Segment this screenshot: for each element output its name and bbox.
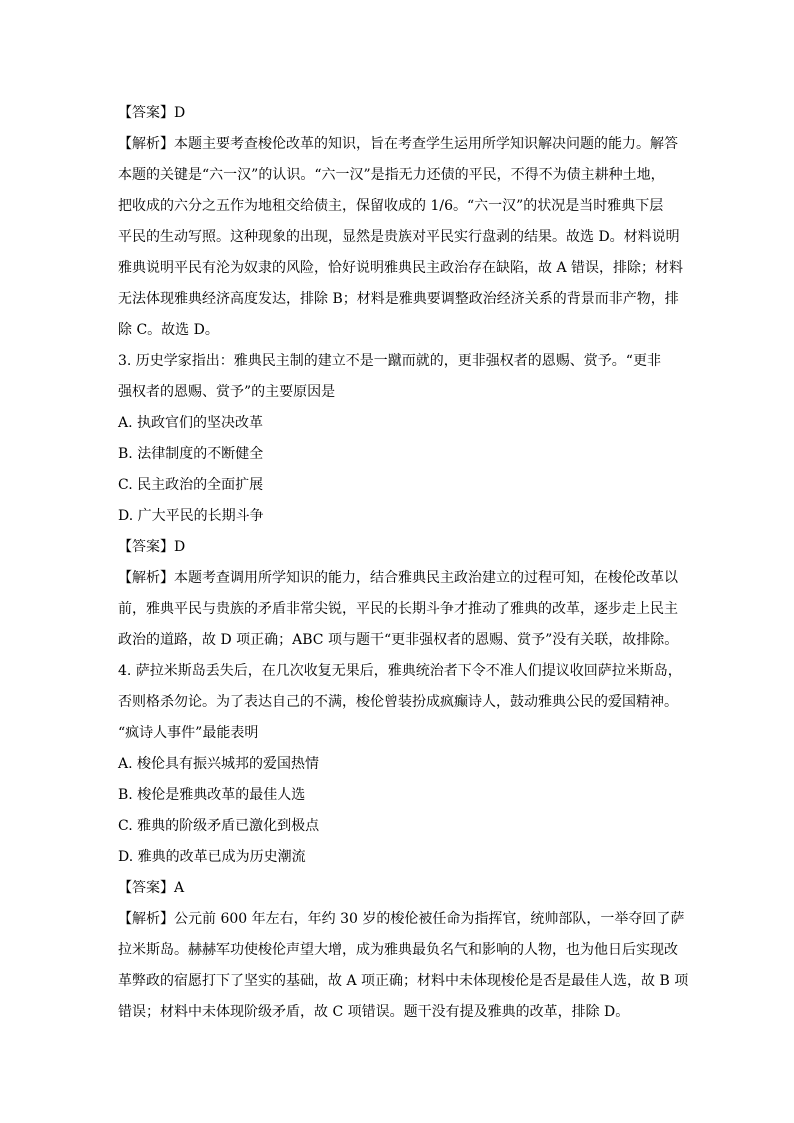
q3-stem-line: 强权者的恩赐、赏予”的主要原因是 bbox=[118, 384, 336, 400]
q2-analysis-line: 无法体现雅典经济高度发达，排除 B；材料是雅典要调整政治经济关系的背景而非产物，排 bbox=[118, 291, 679, 307]
q2-analysis-line: 平民的生动写照。这种现象的出现，显然是贵族对平民实行盘剥的结果。故选 D。材料说明 bbox=[118, 229, 680, 245]
document-page bbox=[118, 98, 689, 1028]
q3-analysis-line: 前，雅典平民与贵族的矛盾非常尖锐，平民的长期斗争才推动了雅典的改革，逐步走上民主 bbox=[118, 601, 678, 617]
q3-option-a: A. 执政官们的坚决改革 bbox=[118, 415, 264, 431]
q3-answer: 【答案】D bbox=[118, 539, 186, 555]
q4-answer: 【答案】A bbox=[118, 880, 185, 896]
q3-analysis-line: 政治的道路，故 D 项正确；ABC 项与题干“更非强权者的恩赐、赏予”没有关联，故排除。 bbox=[118, 632, 679, 648]
q3-option-d: D. 广大平民的长期斗争 bbox=[118, 508, 264, 524]
q4-analysis-line: 革弊政的宿愿打下了坚实的基础，故 A 项正确；材料中未体现梭伦是否是最佳人选，故 B 项 bbox=[118, 973, 689, 989]
q3-options bbox=[118, 408, 678, 532]
q3-option-c: C. 民主政治的全面扩展 bbox=[118, 477, 264, 493]
q4-stem bbox=[118, 656, 682, 749]
q2-analysis-line: 雅典说明平民有沦为奴隶的风险，恰好说明雅典民主政治存在缺陷，故 A 错误，排除；材料 bbox=[118, 260, 684, 276]
q4-option-d: D. 雅典的改革已成为历史潮流 bbox=[118, 849, 306, 865]
q4-options bbox=[118, 749, 678, 873]
q4-analysis-line: 错误；材料中未体现阶级矛盾，故 C 项错误。题干没有提及雅典的改革，排除 D。 bbox=[118, 1004, 630, 1020]
q4-analysis-line: 【解析】公元前 600 年左右，年约 30 岁的梭伦被任命为指挥官，统帅部队，一举夺回了萨 bbox=[118, 911, 685, 927]
q4-option-c: C. 雅典的阶级矛盾已激化到极点 bbox=[118, 818, 320, 834]
q3-option-b: B. 法律制度的不断健全 bbox=[118, 446, 264, 462]
q4-stem-line: 否则格杀勿论。为了表达自己的不满，梭伦曾装扮成疯癫诗人，鼓动雅典公民的爱国精神。 bbox=[118, 694, 678, 710]
q4-analysis-line: 拉米斯岛。赫赫军功使梭伦声望大增，成为雅典最负名气和影响的人物，也为他日后实现改 bbox=[118, 942, 678, 958]
q2-analysis-line: 本题的关键是“六一汉”的认识。“六一汉”是指无力还债的平民，不得不为债主耕种土地， bbox=[118, 167, 665, 183]
q2-answer: 【答案】D bbox=[118, 105, 186, 121]
q3-analysis-line: 【解析】本题考查调用所学知识的能力，结合雅典民主政治建立的过程可知，在梭伦改革以 bbox=[118, 570, 678, 586]
q4-stem-line: “疯诗人事件”最能表明 bbox=[118, 725, 259, 741]
q2-analysis-line: 除 C。故选 D。 bbox=[118, 322, 219, 338]
q3-analysis bbox=[118, 563, 678, 656]
q4-option-a: A. 梭伦具有振兴城邦的爱国热情 bbox=[118, 756, 320, 772]
q2-analysis bbox=[118, 129, 684, 346]
q2-analysis-line: 把收成的六分之五作为地租交给债主，保留收成的 1/6。“六一汉”的状况是当时雅典下层 bbox=[118, 198, 664, 214]
q3-stem bbox=[118, 346, 678, 408]
q2-analysis-line: 【解析】本题主要考查梭伦改革的知识，旨在考查学生运用所学知识解决问题的能力。解答 bbox=[118, 136, 678, 152]
q4-stem-line: 4. 萨拉米斯岛丢失后，在几次收复无果后，雅典统治者下令不准人们提议收回萨拉米斯岛， bbox=[118, 663, 682, 679]
q4-option-b: B. 梭伦是雅典改革的最佳人选 bbox=[118, 787, 306, 803]
q4-analysis bbox=[118, 904, 689, 1028]
q3-stem-line: 3. 历史学家指出：雅典民主制的建立不是一蹴而就的，更非强权者的恩赐、赏予。“更非 bbox=[118, 353, 661, 369]
